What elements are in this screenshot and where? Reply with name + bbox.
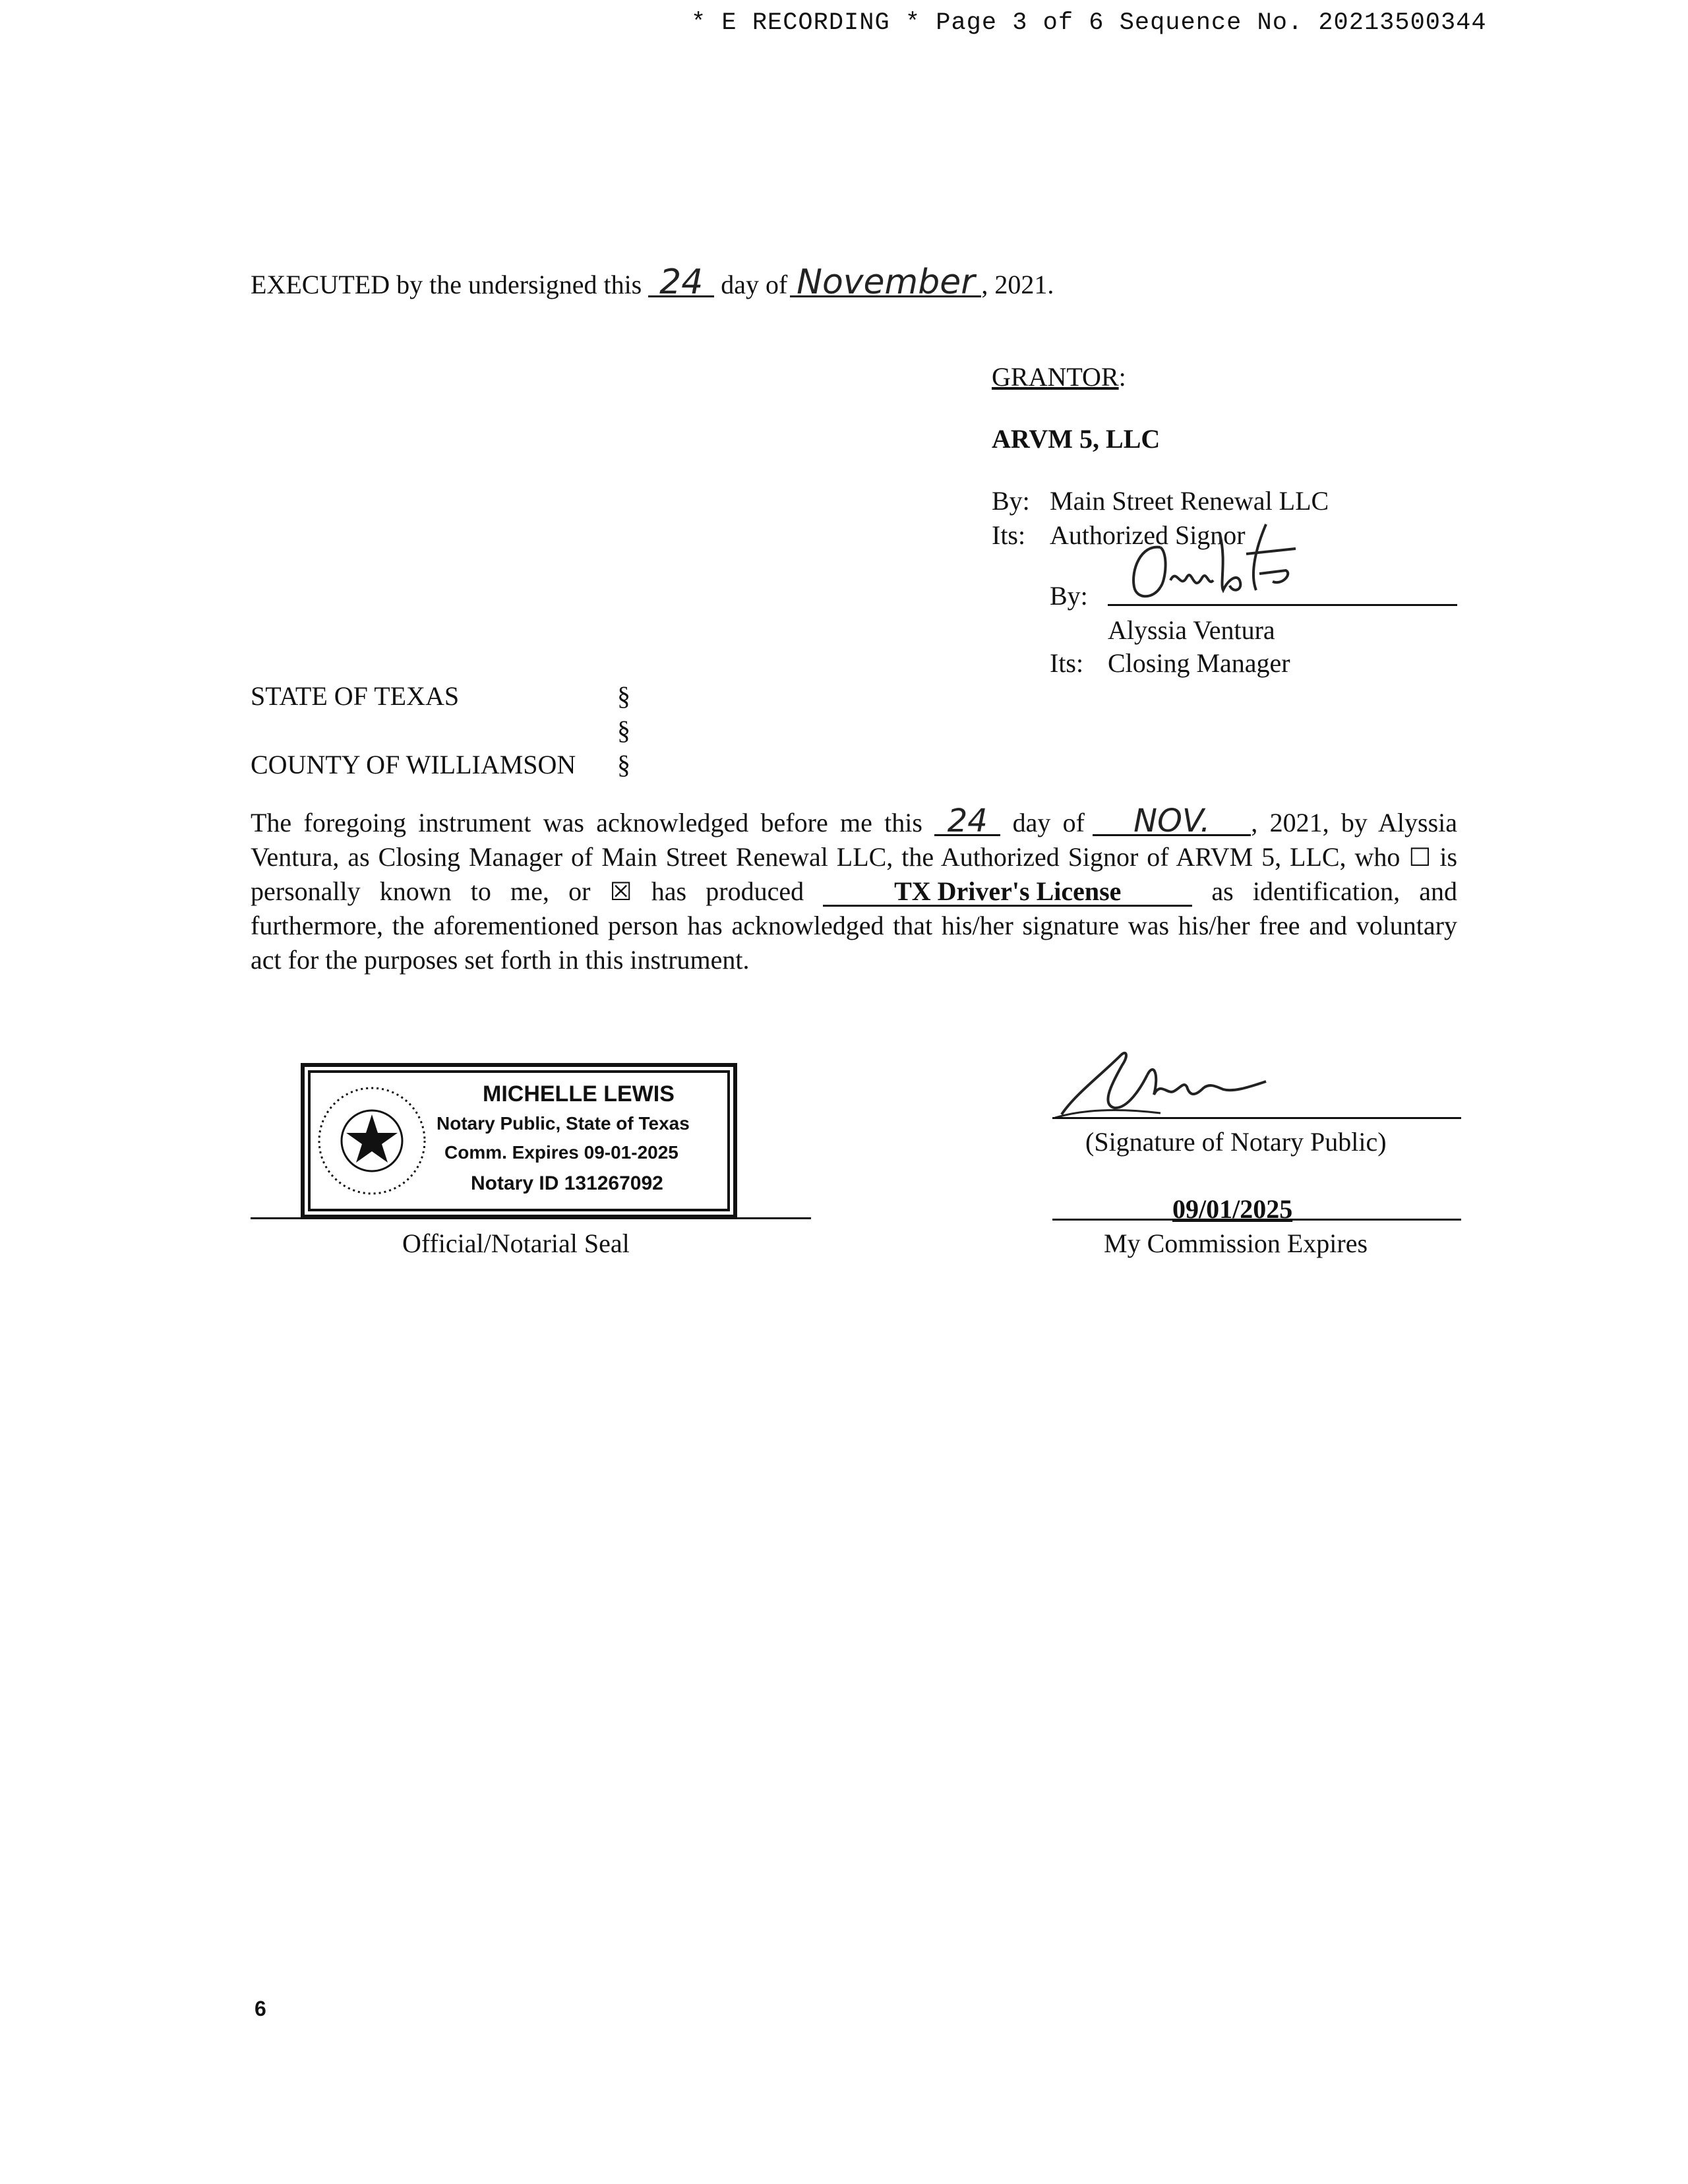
seal-caption: Official/Notarial Seal <box>402 1228 630 1258</box>
grantor-by-label: By: <box>992 486 1030 516</box>
seal-name: MICHELLE LEWIS <box>483 1081 675 1107</box>
checkbox-personally-known[interactable]: ☐ <box>1408 843 1432 872</box>
grantor-its-value: Authorized Signor <box>1050 520 1246 550</box>
section-symbol-3: § <box>617 750 630 779</box>
commission-line <box>1052 1219 1461 1221</box>
venue-county: COUNTY OF WILLIAMSON <box>251 750 576 779</box>
notary-signature-line <box>1052 1117 1461 1119</box>
section-symbol-2: § <box>617 715 630 745</box>
venue-state: STATE OF TEXAS <box>251 681 460 711</box>
grantor-by-value: Main Street Renewal LLC <box>1050 486 1329 516</box>
executed-prefix: EXECUTED by the undersigned this <box>251 270 642 299</box>
id-type: TX Driver's License <box>823 878 1192 907</box>
notary-signature-caption: (Signature of Notary Public) <box>1085 1127 1387 1157</box>
grantor-heading-text: GRANTOR <box>992 362 1119 392</box>
commission-caption: My Commission Expires <box>1104 1228 1368 1258</box>
signer-by-label: By: <box>1050 581 1088 611</box>
seal-line2: Notary Public, State of Texas <box>437 1113 690 1134</box>
executed-line <box>251 262 1054 302</box>
ack-day-handwritten: 24 <box>934 808 1000 836</box>
executed-month-handwritten: November <box>790 269 981 297</box>
grantor-signature <box>1114 508 1312 607</box>
section-symbol-1: § <box>617 681 630 711</box>
page-number: 6 <box>255 1997 266 2020</box>
seal-underline <box>251 1217 811 1219</box>
seal-line4: Notary ID 131267092 <box>471 1172 663 1194</box>
executed-middle: day of <box>721 270 788 299</box>
grantor-its-label: Its: <box>992 520 1026 550</box>
signer-name: Alyssia Ventura <box>1108 615 1275 645</box>
seal-line3: Comm. Expires 09-01-2025 <box>444 1142 678 1163</box>
signer-its-label: Its: <box>1050 648 1084 678</box>
executed-year: , 2021. <box>981 270 1054 299</box>
signer-title: Closing Manager <box>1108 648 1290 678</box>
notary-signature <box>1048 1035 1339 1128</box>
grantor-entity: ARVM 5, LLC <box>992 424 1160 454</box>
acknowledgment-paragraph: The foregoing instrument was acknowledged before me this 24 day of NOV. , 2021, by Alyssia Ventura, as Closing Manager of Main Street Renewal LLC, the Authorized Signor of ARVM 5, LLC, who ☐ is personally known to me, or ☒ has produced TX Driver's License as identification, and furthermore, the aforementioned person has acknowledged that his/her signature was his/her free and voluntary act for the purposes set forth in this instrument. <box>251 803 1458 975</box>
notary-seal <box>301 1063 737 1219</box>
ack-month-handwritten: NOV. <box>1093 808 1251 836</box>
executed-day-handwritten: 24 <box>648 269 714 297</box>
seal-star-emblem <box>314 1083 430 1199</box>
recording-header: * E RECORDING * Page 3 of 6 Sequence No. 20213500344 <box>691 9 1487 37</box>
commission-date: 09/01/2025 <box>1172 1194 1293 1224</box>
checkbox-produced-id[interactable]: ☒ <box>609 877 632 906</box>
grantor-heading: GRANTOR: <box>992 362 1126 392</box>
